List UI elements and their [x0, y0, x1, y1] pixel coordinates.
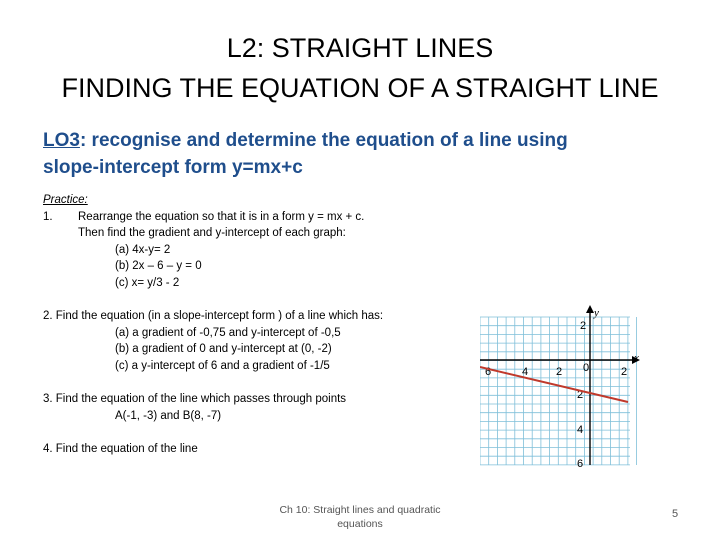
objective-text-2: slope-intercept form y=mx+c	[43, 157, 303, 178]
footer-chapter	[270, 503, 450, 531]
y-tick-2: 2	[580, 320, 587, 332]
q1-line-1: Rearrange the equation so that it is in a form y = mx + c.	[78, 210, 365, 223]
q1-item-b: (b) 2x – 6 – y = 0	[115, 260, 202, 272]
q2-item-c: (c) a y-intercept of 6 and a gradient of -1/5	[115, 359, 330, 372]
q2-item-a: (a) a gradient of -0,75 and y-intercept of -0,5	[115, 326, 341, 339]
x-tick-neg6: 6	[485, 366, 492, 378]
q1-line-2: Then find the gradient and y-intercept of each graph:	[78, 227, 346, 239]
graph-grid	[480, 317, 637, 465]
y-tick-neg6: 6	[577, 458, 584, 470]
q2-line-1: 2. Find the equation (in a slope-intercept form ) of a line which has:	[43, 310, 384, 322]
objective-text: : recognise and determine the equation of a line using	[79, 130, 568, 151]
q1-item-a: (a) 4x-y= 2	[115, 243, 171, 256]
y-tick-neg2: 2	[577, 389, 584, 401]
line-graph	[480, 305, 640, 470]
graph-line	[480, 367, 628, 402]
q2-item-b: (b) a gradient of 0 and y-intercept at (0, -2)	[115, 343, 332, 355]
slide-title-line-2: FINDING THE EQUATION OF A STRAIGHT LINE	[61, 73, 659, 103]
x-tick-0: 0	[583, 362, 590, 374]
q1-number: 1.	[43, 210, 53, 223]
x-tick-neg2: 2	[556, 366, 563, 378]
slide-title-line-1: L2: STRAIGHT LINES	[226, 33, 494, 63]
q3-line-2: A(-1, -3) and B(8, -7)	[115, 409, 222, 422]
x-tick-2: 2	[621, 366, 628, 378]
y-axis-arrow-icon	[586, 305, 594, 313]
footer-line-1: Ch 10: Straight lines and quadratic	[279, 504, 441, 516]
learning-objective	[43, 127, 683, 181]
q3-line-1: 3. Find the equation of the line which passes through points	[43, 393, 347, 405]
x-axis-label: x	[634, 352, 639, 364]
q4-line-1: 4. Find the equation of the line	[43, 443, 198, 455]
practice-heading: Practice:	[43, 194, 88, 206]
objective-label: LO3	[43, 130, 80, 151]
y-tick-neg4: 4	[577, 424, 584, 436]
x-tick-neg4: 4	[522, 366, 529, 378]
page-number: 5	[671, 508, 679, 520]
q1-item-c: (c) x= y/3 - 2	[115, 276, 180, 289]
y-axis-label: y	[594, 307, 599, 319]
footer-line-2: equations	[337, 518, 383, 530]
